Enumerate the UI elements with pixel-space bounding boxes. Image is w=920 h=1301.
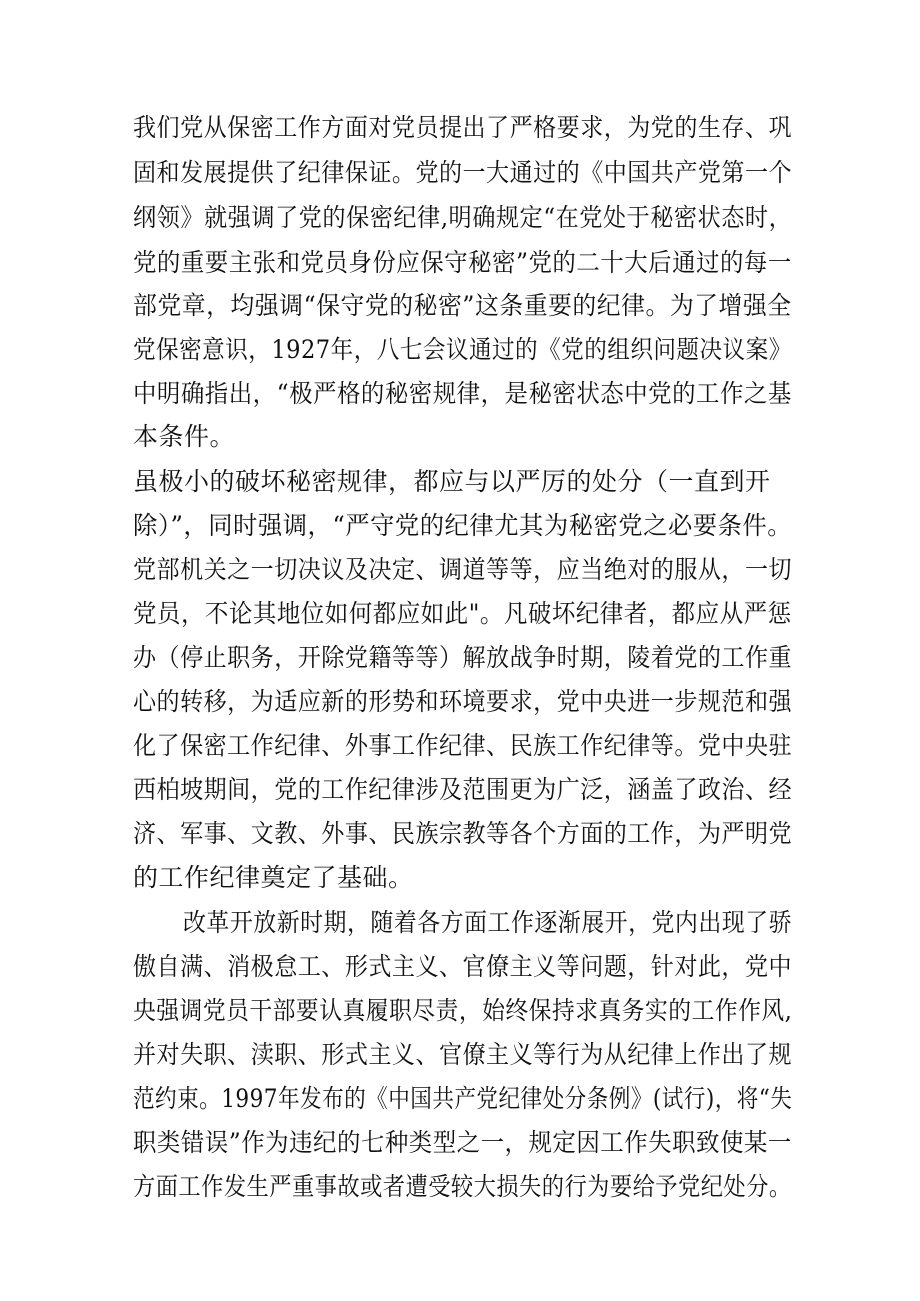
text-line: 心的转移，为适应新的形势和环境要求，党中央进一步规范和强 bbox=[133, 687, 793, 716]
text-line: 化了保密工作纪律、外事工作纪律、民族工作纪律等。党中央驻 bbox=[133, 731, 793, 760]
text-line: 党保密意识，1927年，八七会议通过的《党的组织问题决议案》 bbox=[133, 335, 792, 364]
text-line: 党部机关之一切决议及决定、调道等等，应当绝对的服从，一切 bbox=[133, 555, 793, 584]
text-line: 本条件。 bbox=[133, 422, 236, 451]
text-line: 央强调党员干部要认真履职尽责，始终保持求真务实的工作作风, bbox=[133, 996, 793, 1025]
text-line: 纲领》就强调了党的保密纪律,明确规定“在党处于秘密状态时， bbox=[133, 203, 793, 232]
text-line: 傲自满、消极怠工、形式主义、官僚主义等问题，针对此，党中 bbox=[133, 952, 793, 981]
text-line: 党的重要主张和党员身份应保守秘密”党的二十大后通过的每一 bbox=[133, 248, 792, 277]
text-line: 方面工作发生严重事故或者遭受较大损失的行为要给予党纪处分。 bbox=[133, 1172, 792, 1201]
text-line: 虽极小的破坏秘密规律，都应与以严厉的处分（一直到开 bbox=[133, 467, 771, 496]
text-line: 固和发展提供了纪律保证。党的一大通过的《中国共产党第一个 bbox=[133, 158, 793, 187]
text-line: 的工作纪律奠定了基础。 bbox=[133, 863, 414, 892]
text-line: 中明确指出，“极严格的秘密规律，是秘密状态中党的工作之基 bbox=[133, 379, 792, 408]
text-line: 我们党从保密工作方面对党员提出了严格要求，为党的生存、巩 bbox=[133, 113, 793, 142]
text-line: 并对失职、渎职、形式主义、官僚主义等行为从纪律上作出了规 bbox=[133, 1040, 793, 1069]
text-line: 办（停止职务，开除党籍等等）解放战争时期，陵着党的工作重 bbox=[133, 643, 793, 672]
text-line: 改革开放新时期，随着各方面工作逐渐展开，党内出现了骄 bbox=[183, 908, 793, 937]
text-line: 济、军事、文教、外事、民族宗教等各个方面的工作，为严明党 bbox=[133, 819, 793, 848]
text-line: 西柏坡期间，党的工作纪律涉及范围更为广泛，涵盖了政治、经 bbox=[133, 775, 793, 804]
text-line: 除）”，同时强调，“严守党的纪律尤其为秘密党之必要条件。 bbox=[133, 511, 793, 540]
text-line: 范约束。1997年发布的《中国共产党纪律处分条例》(试行)，将“失 bbox=[133, 1084, 793, 1113]
text-line: 党员，不论其地位如何都应如此"。凡破坏纪律者，都应从严惩 bbox=[133, 599, 792, 628]
text-line: 部党章，均强调“保守党的秘密”这条重要的纪律。为了增强全 bbox=[133, 291, 792, 320]
text-line: 职类错误”作为违纪的七种类型之一，规定因工作失职致使某一 bbox=[133, 1128, 792, 1157]
